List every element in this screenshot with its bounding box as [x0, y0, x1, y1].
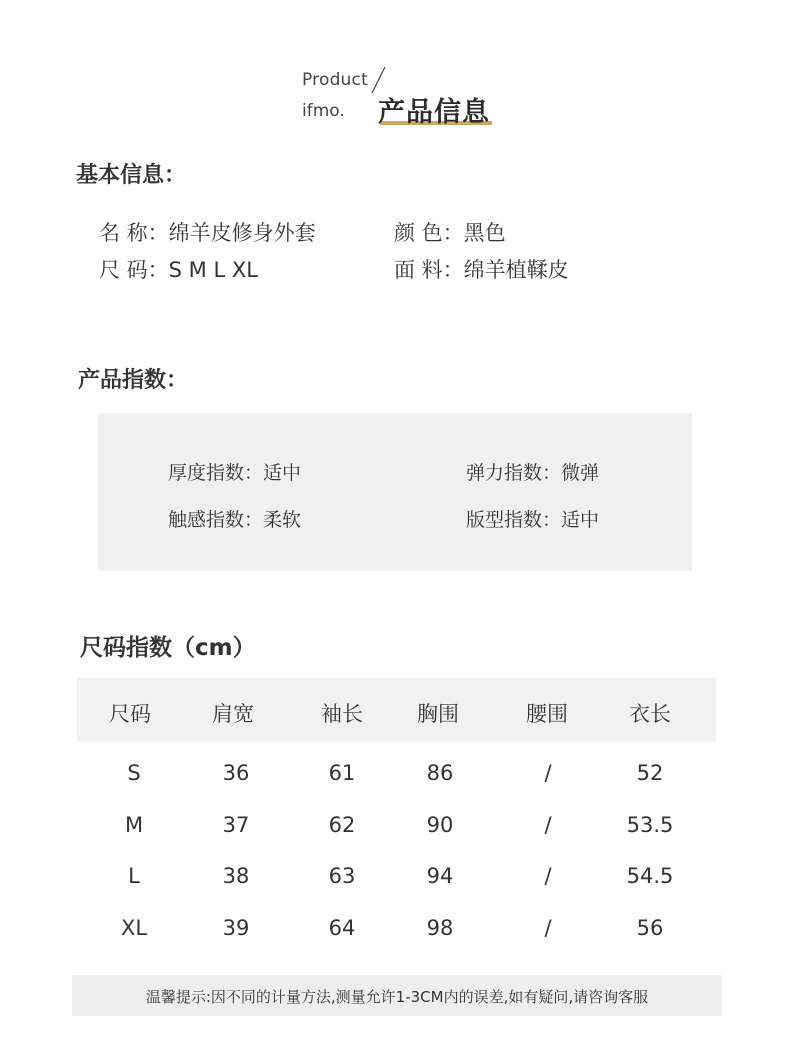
table-cell: 64: [328, 916, 356, 940]
info-color: 颜 色：黑色: [394, 221, 506, 245]
table-header-cell: 肩宽: [212, 702, 254, 726]
index-thickness: 厚度指数：适中: [168, 462, 302, 484]
table-cell: 86: [426, 761, 454, 785]
table-header-cell: 胸围: [417, 702, 459, 726]
table-header-cell: 袖长: [321, 702, 363, 726]
table-cell: /: [544, 864, 552, 888]
table-cell: L: [128, 864, 140, 888]
table-cell: 63: [328, 864, 356, 888]
table-cell: 39: [222, 916, 250, 940]
header-english-line1: Product: [302, 70, 368, 90]
table-cell: 56: [636, 916, 664, 940]
info-name: 名 称：绵羊皮修身外套: [99, 221, 316, 245]
table-cell: 90: [426, 813, 454, 837]
size-table-header-row: [77, 678, 716, 742]
table-cell: XL: [120, 916, 148, 940]
table-cell: 38: [222, 864, 250, 888]
table-cell: M: [124, 813, 144, 837]
basic-info-title: 基本信息：: [76, 163, 187, 188]
table-header-cell: 腰围: [526, 702, 568, 726]
table-cell: /: [544, 761, 552, 785]
info-material: 面 料：绵羊植鞣皮: [394, 258, 569, 282]
table-cell: 61: [328, 761, 356, 785]
table-cell: 52: [636, 761, 664, 785]
table-cell: 62: [328, 813, 356, 837]
tip-text: 温馨提示:因不同的计量方法,测量允许1-3CM内的误差,如有疑问,请咨询客服: [145, 988, 649, 1006]
index-touch: 触感指数：柔软: [168, 509, 302, 531]
table-cell: /: [544, 813, 552, 837]
product-index-panel: [98, 413, 692, 571]
table-header-cell: 衣长: [629, 702, 671, 726]
table-cell: 94: [426, 864, 454, 888]
table-cell: 98: [426, 916, 454, 940]
header-english-line2: ifmo.: [302, 101, 345, 121]
size-table-title: 尺码指数（cm）: [80, 635, 256, 661]
page-title: 产品信息: [378, 97, 490, 128]
table-cell: 37: [222, 813, 250, 837]
table-cell: S: [127, 761, 141, 785]
index-fit: 版型指数：适中: [466, 509, 600, 531]
table-cell: 53.5: [626, 813, 674, 837]
table-cell: 36: [222, 761, 250, 785]
info-size: 尺 码：S M L XL: [99, 258, 258, 282]
table-header-cell: 尺码: [109, 702, 151, 726]
table-cell: 54.5: [626, 864, 674, 888]
product-index-title: 产品指数：: [78, 368, 189, 393]
table-cell: /: [544, 916, 552, 940]
index-elasticity: 弹力指数：微弹: [466, 462, 600, 484]
